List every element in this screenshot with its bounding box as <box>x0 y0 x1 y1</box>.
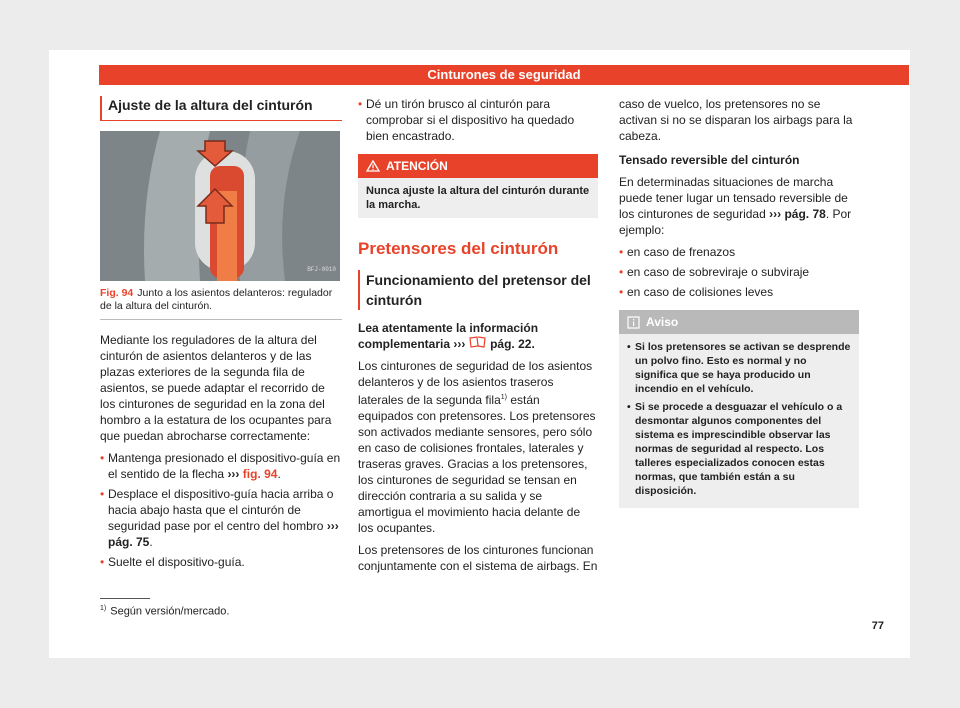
subsection-heading: Funcionamiento del pretensor del cinturón <box>358 270 598 310</box>
note-body <box>619 334 859 508</box>
paragraph-text: Los cinturones de seguridad de los asientos delanteros y de los asientos traseros laterales de la segunda fila <box>358 359 593 407</box>
list-item <box>619 244 859 260</box>
column-2 <box>358 96 598 580</box>
page-ref-link[interactable]: pág. 78 <box>784 207 826 221</box>
column-1 <box>100 96 342 574</box>
list-item <box>627 400 851 498</box>
subsection-heading: Tensado reversible del cinturón <box>619 153 800 167</box>
list-item-text: Si se procede a desguazar el vehículo o a desmontar algunos componentes del sistema es imprescindible observar las normas de seguridad al respecto. Los talleres especializados conocen estas normas, que también están a su disposición. <box>635 401 843 497</box>
footnote-mark: 1) <box>500 394 507 401</box>
footnote-divider <box>100 598 150 599</box>
bullet-icon: • <box>619 245 624 259</box>
bullet-icon: • <box>619 265 624 279</box>
list-item-text: Dé un tirón brusco al cinturón para comprobar si el dispositivo ha quedado bien encastrado. <box>366 97 575 143</box>
list-item <box>619 284 859 300</box>
note-title: Aviso <box>646 315 679 329</box>
figure-belt-height-adjuster <box>100 131 340 281</box>
warning-header <box>358 154 598 178</box>
lead-paragraph <box>358 320 598 352</box>
ref-arrows: ››› <box>769 207 782 221</box>
belt-adjuster-illustration <box>100 131 340 281</box>
bullet-icon: • <box>358 97 363 111</box>
figure-ref-link[interactable]: fig. 94 <box>242 467 278 481</box>
bullet-icon: • <box>619 285 624 299</box>
paragraph-text: están equipados con pretensores. Los pretensores son activados mediante sensores, pero sólo en caso de colisiones frontales, laterales y traseras graves. Gracias a los pretensores, los cinturones de seguridad se tensan en dirección contraria a su salida y se amortigua el movimiento hacia delante de los ocupantes. <box>358 393 596 535</box>
figure-caption <box>100 287 342 320</box>
paragraph <box>619 174 859 238</box>
list-item-text: Suelte el dispositivo-guía. <box>108 555 245 569</box>
warning-text: Nunca ajuste la altura del cinturón durante la marcha. <box>366 185 590 211</box>
page-ref-link[interactable]: pág. 75 <box>108 535 150 549</box>
list-item-text: Mantenga presionado el dispositivo-guía en el sentido de la flecha <box>108 451 341 481</box>
warning-triangle-icon <box>366 160 380 172</box>
bullet-icon: • <box>100 555 105 569</box>
list-item-end: . <box>277 467 281 481</box>
note-header <box>619 310 859 334</box>
intro-paragraph: Mediante los reguladores de la altura del cinturón de asientos delanteros y de las plazas exteriores de la segunda fila de asientos, se puede adaptar el recorrido de los cinturones de seguridad en la zona del hombro a la estatura de los ocupantes para que puedan abrocharse correctamente: <box>100 333 332 443</box>
warning-box <box>358 154 598 218</box>
figure-label: Fig. 94 <box>100 287 134 299</box>
chapter-header: Cinturones de seguridad <box>99 65 909 85</box>
paragraph-text: . Por ejemplo: <box>619 207 852 237</box>
paragraph <box>358 358 598 536</box>
list-item <box>358 96 598 144</box>
column-3 <box>619 96 859 508</box>
paragraph: caso de vuelco, los pretensores no se activan si no se disparan los airbags para la cabeza. <box>619 97 853 143</box>
lead-end: . <box>531 337 535 351</box>
ref-arrows: ››› <box>453 337 466 351</box>
ref-arrows: ››› <box>227 467 240 481</box>
bullet-icon: • <box>100 487 105 501</box>
figure-code: BFJ-0010 <box>307 266 336 273</box>
paragraph: Los pretensores de los cinturones funcionan conjuntamente con el sistema de airbags. En <box>358 543 598 573</box>
figure-caption-text: Junto a los asientos delanteros: regulador de la altura del cinturón. <box>100 287 333 312</box>
paragraph-text: En determinadas situaciones de marcha puede tener lugar un tensado reversible de los cinturones de seguridad <box>619 175 848 221</box>
list-item <box>627 340 851 396</box>
list-item <box>100 450 342 482</box>
footnote-text: Según versión/mercado. <box>110 605 230 618</box>
list-item-text: en caso de frenazos <box>627 245 736 259</box>
list-item <box>100 554 342 570</box>
list-item <box>619 264 859 280</box>
list-item-text: Desplace el dispositivo-guía hacia arriba o hacia abajo hasta que el cinturón de seguridad pase por el centro del hombro <box>108 487 334 533</box>
list-item-text: en caso de colisiones leves <box>627 285 774 299</box>
list-item-text: en caso de sobreviraje o subviraje <box>627 265 810 279</box>
warning-title: ATENCIÓN <box>386 159 448 173</box>
ref-arrows: ››› <box>326 519 339 533</box>
manual-page <box>49 50 910 658</box>
info-icon <box>627 316 640 329</box>
book-reference-icon <box>469 336 487 348</box>
section-heading: Pretensores del cinturón <box>358 239 559 258</box>
bullet-icon: • <box>627 341 631 353</box>
list-item-text: Si los pretensores se activan se desprende un polvo fino. Esto es normal y no significa que se haya producido un incendio en el vehículo. <box>635 341 851 395</box>
lead-text: Lea atentamente la información complementaria <box>358 321 539 351</box>
page-ref-link[interactable]: pág. 22 <box>490 337 532 351</box>
section-title: Ajuste de la altura del cinturón <box>100 96 342 121</box>
list-item <box>100 486 342 550</box>
footnote <box>100 605 229 618</box>
page-number: 77 <box>871 620 884 632</box>
footnote-mark: 1) <box>100 605 107 612</box>
note-box <box>619 310 859 508</box>
bullet-icon: • <box>100 451 105 465</box>
bullet-icon: • <box>627 401 631 413</box>
list-item-end: . <box>149 535 153 549</box>
